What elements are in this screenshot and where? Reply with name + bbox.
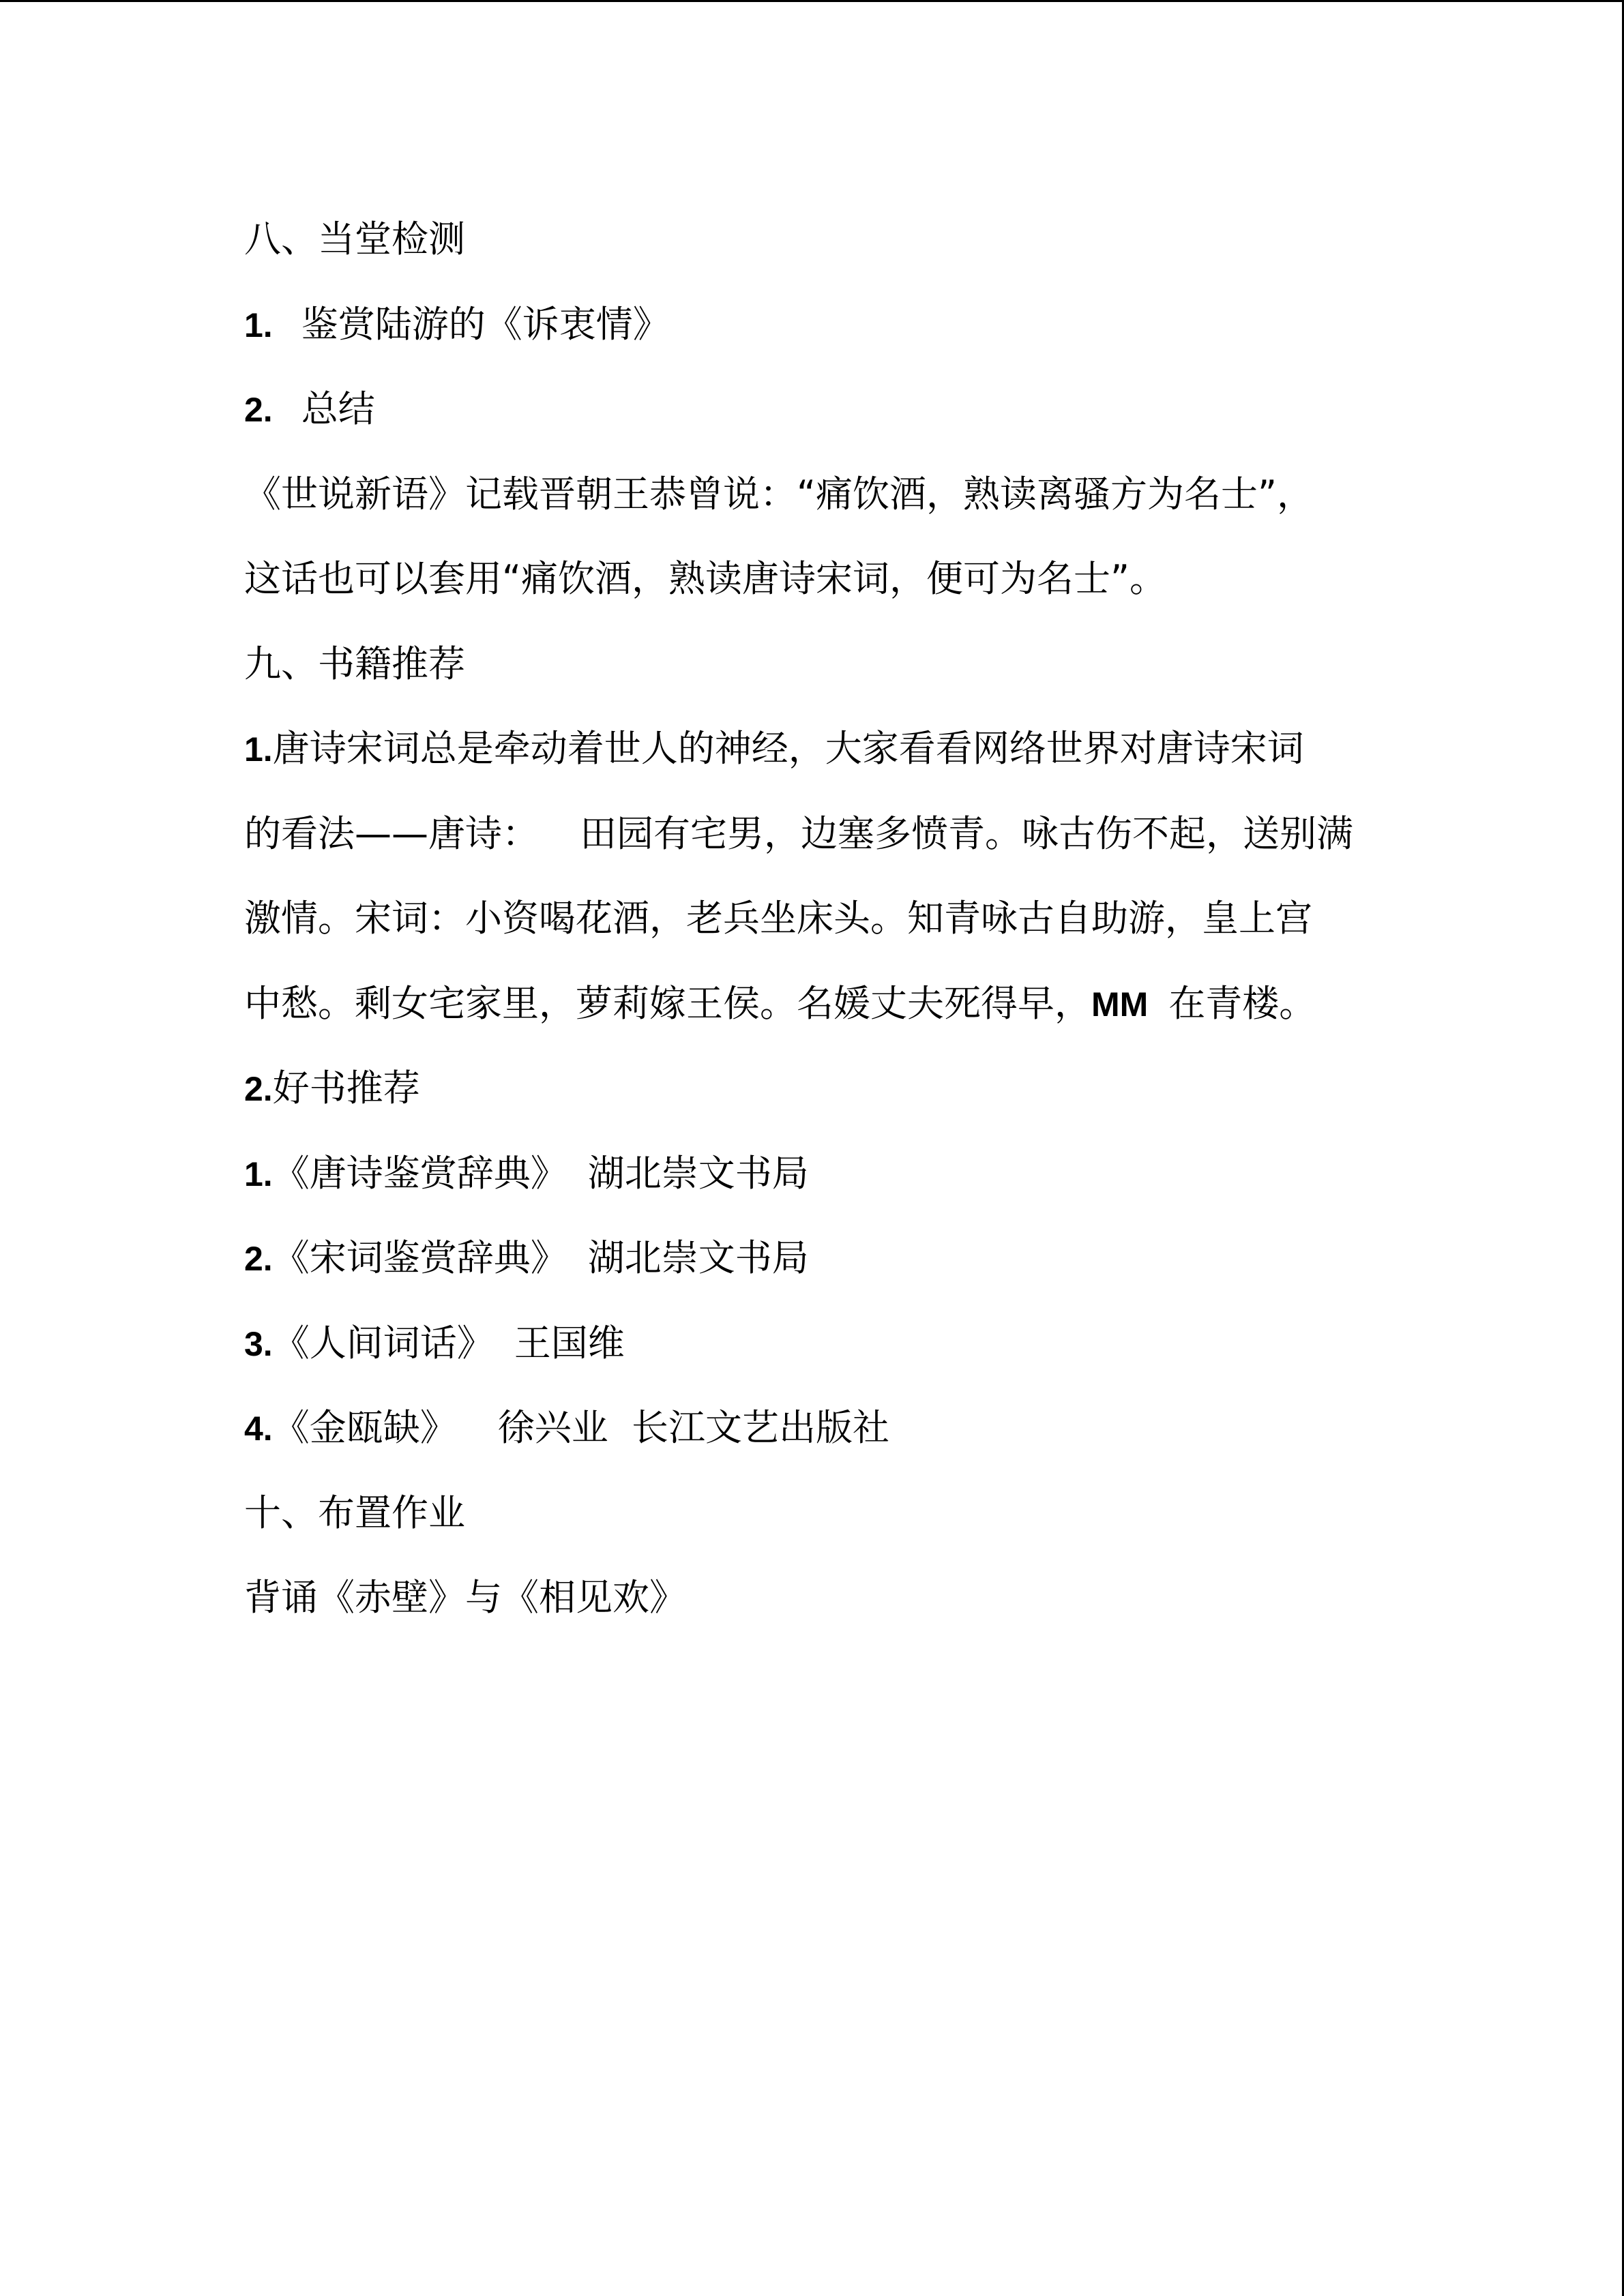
book-number: 2.	[244, 1240, 273, 1278]
book-info: 王国维	[514, 1322, 625, 1365]
item-number: 2.	[244, 391, 273, 429]
book-item	[244, 1231, 809, 1285]
book-title: 《金瓯缺》	[272, 1406, 457, 1449]
para-text: 田园有宅男，边塞多愤青。咏古伤不起，送别满	[580, 812, 1353, 855]
section10-heading-text: 十、布置作业	[244, 1491, 465, 1534]
book-item	[244, 1146, 809, 1201]
section9-para-line-2	[244, 807, 1353, 861]
book-info: 湖北崇文书局	[587, 1236, 809, 1279]
summary-line-1	[244, 467, 1314, 522]
homework-content: 背诵《赤壁》与《相见欢》	[244, 1576, 686, 1619]
section8-heading-text: 八、当堂检测	[244, 218, 465, 260]
subheading-text: 好书推荐	[272, 1067, 420, 1109]
section9-heading	[244, 637, 465, 691]
section8-item2	[244, 382, 375, 436]
book-number: 4.	[244, 1410, 273, 1448]
book-info: 湖北崇文书局	[587, 1152, 809, 1195]
para-text: 的看法——唐诗：	[244, 812, 539, 855]
para-number: 1.	[244, 730, 273, 769]
summary-text: 《世说新语》记载晋朝王恭曾说：“痛饮酒，熟读离骚方为名士”，	[244, 473, 1314, 516]
book-item	[244, 1401, 889, 1455]
para-mm: MM	[1091, 985, 1149, 1024]
para-text: 在青楼。	[1168, 982, 1316, 1025]
summary-text: 这话也可以套用“痛饮酒，熟读唐诗宋词，便可为名士”。	[244, 557, 1166, 600]
subheading-number: 2.	[244, 1070, 273, 1108]
section8-heading	[244, 212, 465, 267]
book-title: 《唐诗鉴赏辞典》	[272, 1152, 567, 1195]
section9-para-line-1	[244, 721, 1304, 776]
section8-item1	[244, 297, 670, 352]
para-text: 激情。宋词：小资喝花酒，老兵坐床头。知青咏古自助游，皇上宫	[244, 897, 1312, 940]
summary-line-2	[244, 552, 1166, 606]
page-border-top	[0, 0, 1624, 2]
item-text: 鉴赏陆游的《诉衷情》	[301, 303, 670, 346]
item-text: 总结	[301, 387, 375, 430]
book-title: 《人间词话》	[272, 1322, 494, 1365]
recommend-subheading	[244, 1061, 420, 1116]
item-number: 1.	[244, 306, 273, 344]
section9-para-line-4	[244, 976, 1316, 1031]
book-item	[244, 1316, 625, 1371]
book-number: 3.	[244, 1325, 273, 1363]
para-text: 唐诗宋词总是牵动着世人的神经，大家看看网络世界对唐诗宋词	[272, 727, 1304, 770]
section9-para-line-3	[244, 891, 1312, 946]
book-info: 徐兴业 长江文艺出版社	[497, 1406, 890, 1449]
para-text: 中愁。剩女宅家里，萝莉嫁王侯。名媛丈夫死得早，	[244, 982, 1091, 1025]
section9-heading-text: 九、书籍推荐	[244, 642, 465, 685]
section10-heading	[244, 1486, 465, 1540]
homework-text	[244, 1570, 686, 1625]
book-number: 1.	[244, 1155, 273, 1193]
book-title: 《宋词鉴赏辞典》	[272, 1236, 567, 1279]
